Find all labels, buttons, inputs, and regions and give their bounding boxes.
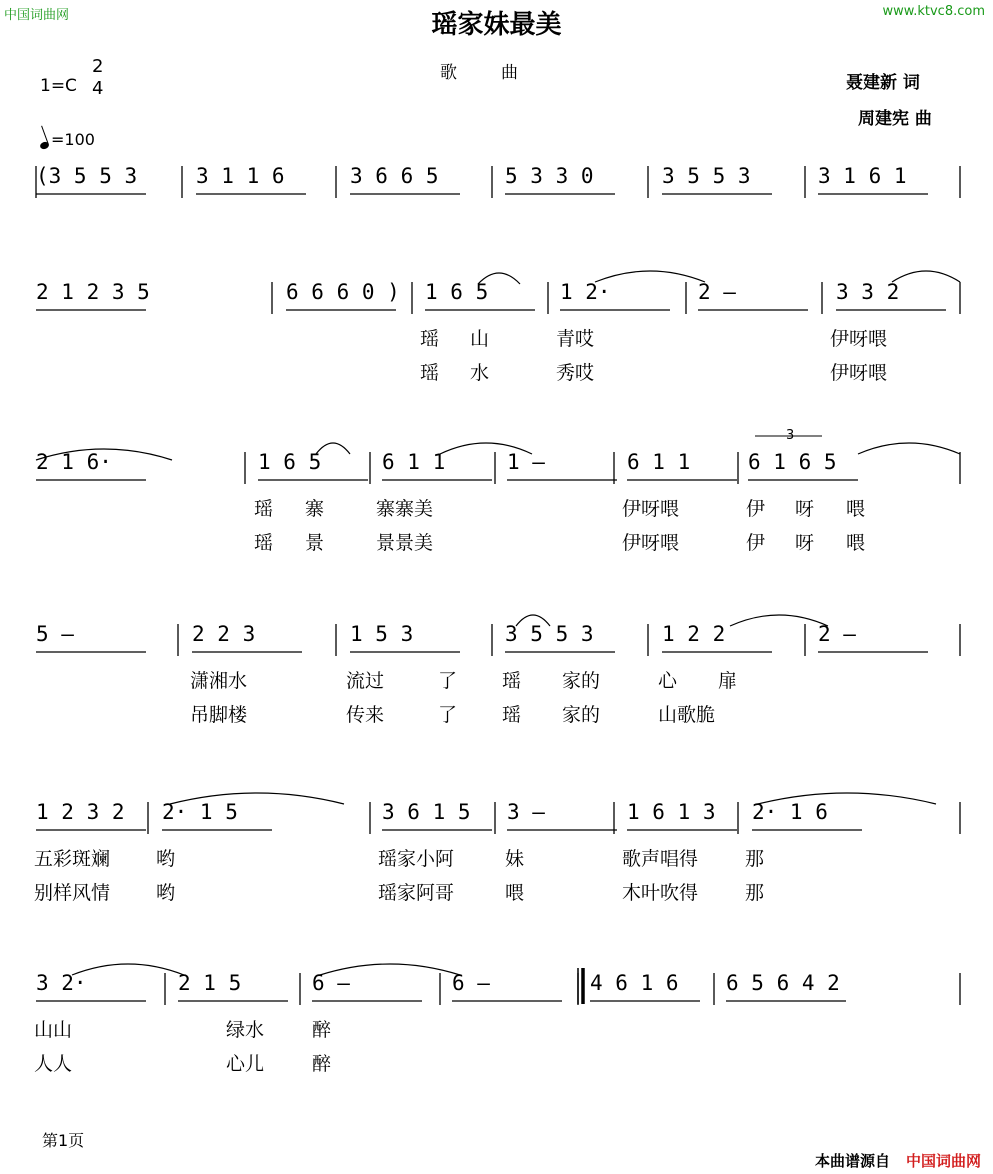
measure: 3 1 1 6 (196, 164, 285, 188)
lyric-syllable: 寨寨美 (376, 498, 434, 520)
lyric-syllable: 呀 (795, 498, 815, 520)
lyric-syllable: 木叶吹得 (622, 882, 699, 904)
measure: 6 1 1 (627, 450, 691, 474)
lyric-syllable: 家的 (562, 704, 601, 726)
measure: 3 1 6 1 (818, 164, 907, 188)
measure: 1 5 3 (350, 622, 414, 646)
slur (72, 964, 184, 975)
measure: 3 3 2 (836, 280, 900, 304)
lyric-syllable: 醉 (312, 1053, 332, 1075)
lyric-syllable: 伊呀喂 (830, 328, 888, 350)
lyric-syllable: 传来 (346, 704, 385, 726)
triplet-mark: 3 (786, 428, 795, 443)
lyric-syllable: 妹 (505, 848, 525, 870)
lyric-syllable: 伊 (746, 532, 766, 554)
measure: 1 6 1 3 (627, 800, 716, 824)
measure: 1 6 5 (425, 280, 489, 304)
lyric-syllable: 寨 (305, 498, 325, 520)
tempo-marking (40, 130, 95, 149)
lyric-syllable: 瑶 (254, 498, 274, 520)
lyric-syllable: 人人 (34, 1053, 73, 1075)
key-signature: 1=C (40, 76, 77, 96)
lyric-syllable: 山山 (34, 1019, 73, 1041)
measure: 2 1 2 3 5 (36, 280, 150, 304)
watermark-left: 中国词曲网 (4, 8, 70, 23)
measure: 3 5 5 3 (662, 164, 751, 188)
footer-source (815, 1150, 981, 1171)
measure: 1 2 3 2 (36, 800, 125, 824)
measure: 1 – (507, 450, 545, 474)
lyric-syllable: 别样风情 (34, 882, 111, 904)
lyric-syllable: 景 (305, 532, 325, 554)
lyric-syllable: 喂 (846, 532, 866, 554)
source-text: 本曲谱源自 (814, 1152, 890, 1170)
measure: 4 6 1 6 (590, 971, 679, 995)
measure: 3 – (507, 800, 545, 824)
lyric-syllable: 伊呀喂 (622, 532, 680, 554)
time-signature (92, 56, 103, 100)
measure: 1 2 2 (662, 622, 726, 646)
lyric-syllable: 哟 (156, 848, 176, 870)
measure: 2 1 6· (36, 450, 112, 474)
quarter-note-icon (39, 141, 50, 151)
measure: 2 – (698, 280, 736, 304)
composer-credit: 周建宪 曲 (858, 109, 932, 129)
lyric-syllable: 呀 (795, 532, 815, 554)
measure: 5 3 3 0 (505, 164, 594, 188)
lyric-syllable: 瑶 (420, 362, 440, 384)
lyric-syllable: 伊呀喂 (622, 498, 680, 520)
measure: 2· 1 5 (162, 800, 238, 824)
lyric-syllable: 了 (438, 704, 458, 726)
song-title: 瑶家妹最美 (431, 10, 562, 40)
measure: 3 2· (36, 971, 87, 995)
lyric-syllable: 瑶 (254, 532, 274, 554)
measure: 6 1 1 (382, 450, 446, 474)
tempo-value: =100 (51, 130, 95, 149)
measure: 3 6 1 5 (382, 800, 471, 824)
measure: 6 – (452, 971, 490, 995)
lyric-syllable: 心儿 (226, 1053, 265, 1075)
slur (858, 443, 960, 454)
lyric-syllable: 心 (658, 670, 678, 692)
lyric-syllable: 喂 (846, 498, 866, 520)
measure: 2 – (818, 622, 856, 646)
lyric-syllable: 青哎 (556, 328, 595, 350)
lyric-syllable: 伊 (746, 498, 766, 520)
lyric-syllable: 水 (470, 362, 490, 384)
lyric-syllable: 那 (745, 882, 765, 904)
lyric-syllable: 景景美 (376, 532, 434, 554)
measure: 6 5 6 4 2 (726, 971, 840, 995)
page-number: 第1页 (42, 1131, 85, 1150)
lyric-syllable: 五彩斑斓 (34, 848, 111, 870)
measure: 2 2 3 (192, 622, 256, 646)
measure: 3 6 6 5 (350, 164, 439, 188)
lyric-syllable: 扉 (718, 670, 738, 692)
lyric-syllable: 哟 (156, 882, 176, 904)
lyric-syllable: 潇湘水 (190, 670, 248, 692)
lyric-syllable: 家的 (562, 670, 601, 692)
watermark-right: www.ktvc8.com (882, 4, 985, 19)
slur (892, 271, 960, 282)
measure: 2 1 5 (178, 971, 242, 995)
time-bottom: 4 (92, 78, 104, 99)
slur (730, 615, 828, 626)
lyricist-credit: 聂建新 词 (846, 73, 920, 93)
lyric-syllable: 醉 (312, 1019, 332, 1041)
lyric-syllable: 山歌脆 (658, 704, 716, 726)
measure: 6 1 6 5 (748, 450, 837, 474)
lyric-syllable: 瑶 (502, 704, 522, 726)
lyric-syllable: 秀哎 (556, 362, 595, 384)
lyric-syllable: 流过 (346, 670, 385, 692)
measure: 2· 1 6 (752, 800, 828, 824)
measure: 1 6 5 (258, 450, 322, 474)
lyric-syllable: 歌声唱得 (622, 848, 699, 870)
lyric-syllable: 山 (470, 328, 490, 350)
measure: 1 2· (560, 280, 611, 304)
lyric-syllable: 瑶家小阿 (378, 848, 455, 870)
measure: 3 5 5 3 (505, 622, 594, 646)
lyric-syllable: 瑶 (420, 328, 440, 350)
measure: (3 5 5 3 (36, 164, 138, 188)
time-top: 2 (92, 56, 104, 77)
lyric-syllable: 伊呀喂 (830, 362, 888, 384)
lyric-syllable: 了 (438, 670, 458, 692)
lyric-syllable: 吊脚楼 (190, 704, 248, 726)
lyric-syllable: 喂 (505, 882, 525, 904)
brand-text: 中国词曲网 (905, 1152, 981, 1170)
lyric-syllable: 瑶家阿哥 (378, 882, 455, 904)
lyric-syllable: 那 (745, 848, 765, 870)
measure: 6 – (312, 971, 350, 995)
lyric-syllable: 瑶 (502, 670, 522, 692)
slur (595, 271, 705, 282)
measure: 6 6 6 0 ) (286, 280, 400, 304)
song-subtitle: 歌曲 (440, 63, 562, 83)
lyric-syllable: 绿水 (226, 1019, 265, 1041)
measure: 5 – (36, 622, 74, 646)
